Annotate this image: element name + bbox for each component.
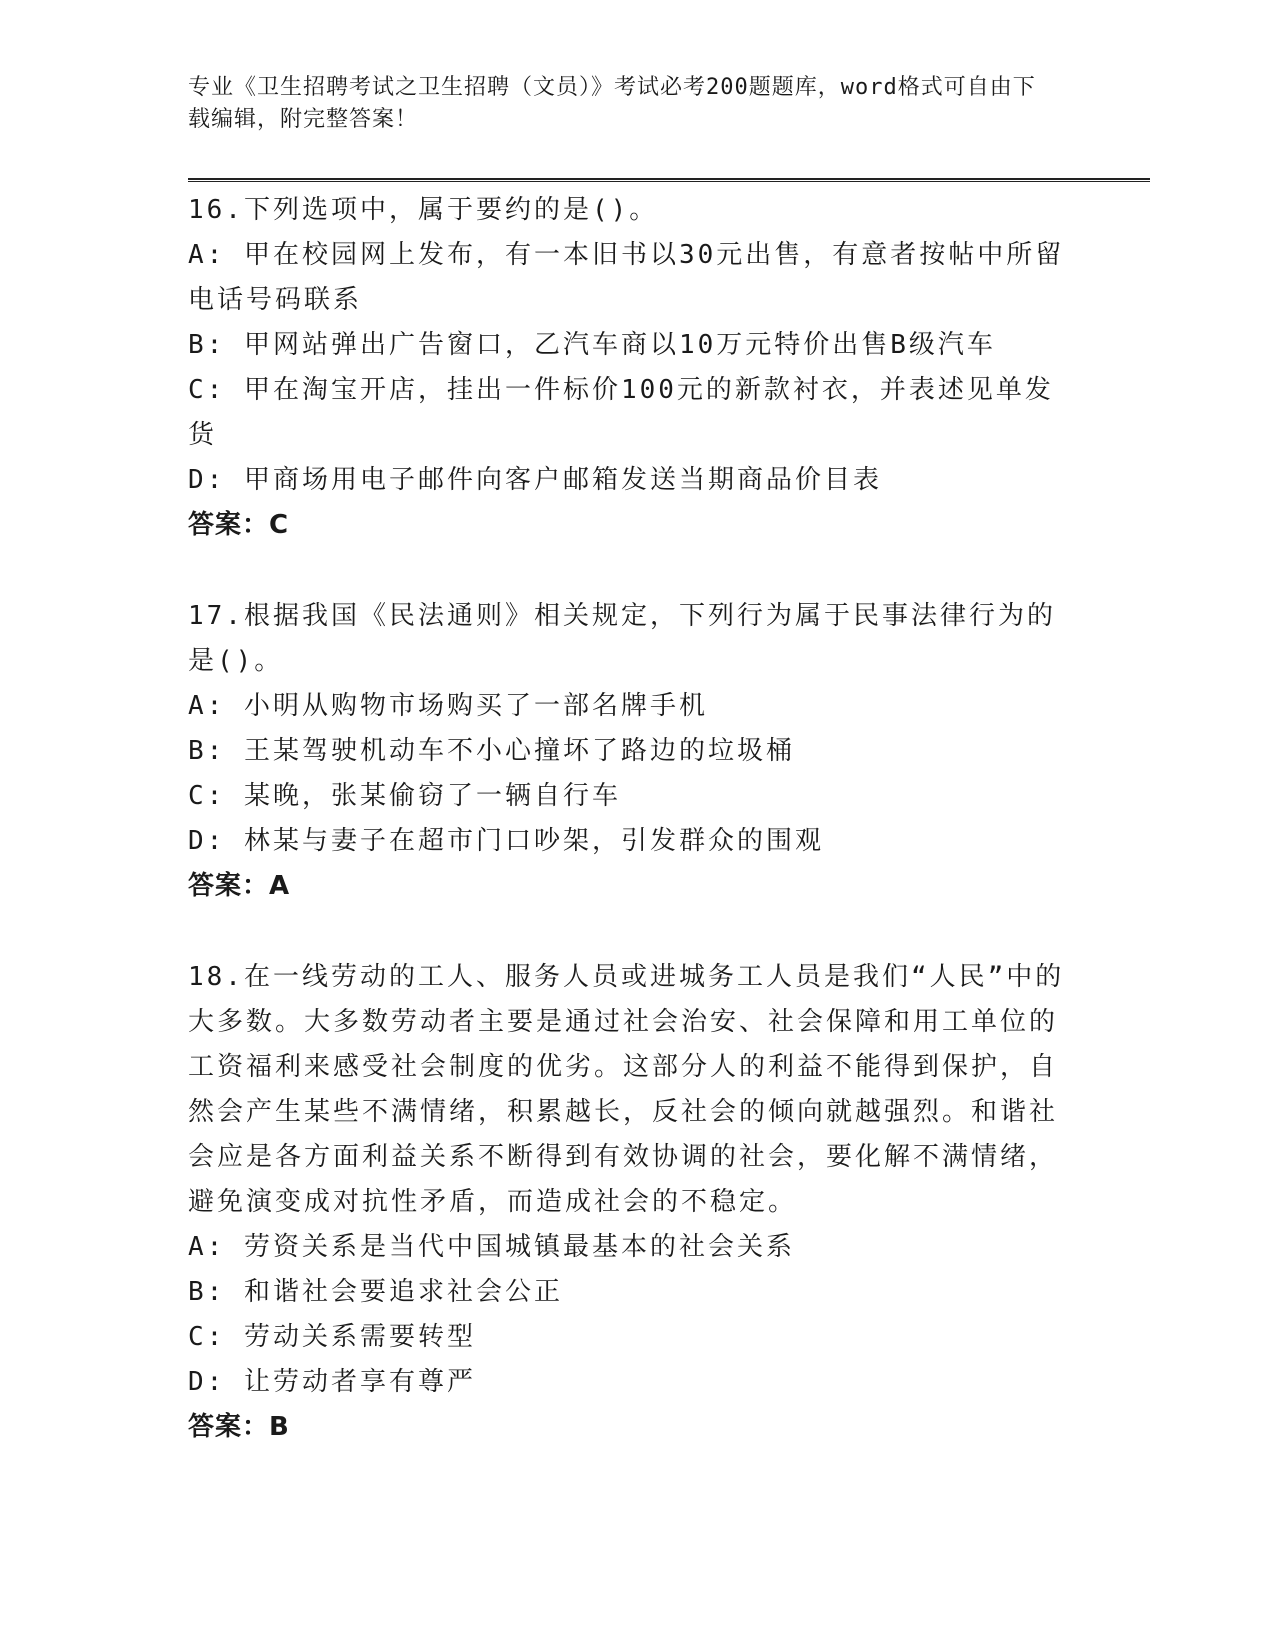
option-b: B: 王某驾驶机动车不小心撞坏了路边的垃圾桶 <box>188 736 795 766</box>
document-header: 专业《卫生招聘考试之卫生招聘（文员）》考试必考200题题库，word格式可自由下载编辑，附完整答案！ <box>188 75 1036 132</box>
header-divider <box>188 178 1150 182</box>
option-d: D: 甲商场用电子邮件向客户邮箱发送当期商品价目表 <box>188 465 882 495</box>
option-d: D: 让劳动者享有尊严 <box>188 1367 476 1397</box>
question-stem: 17.根据我国《民法通则》相关规定，下列行为属于民事法律行为的是()。 <box>188 601 1056 676</box>
option-c: C: 某晚，张某偷窃了一辆自行车 <box>188 781 621 811</box>
question-16 <box>188 188 1068 548</box>
question-stem: 18.在一线劳动的工人、服务人员或进城务工人员是我们“人民”中的大多数。大多数劳动者主要是通过社会治安、社会保障和用工单位的工资福利来感受社会制度的优劣。这部分人的利益不能得到保护，自然会产生某些不满情绪，积累越长，反社会的倾向就越强烈。和谐社会应是各方面利益关系不断得到有效协调的社会，要化解不满情绪，避免演变成对抗性矛盾，而造成社会的不稳定。 <box>188 962 1065 1217</box>
question-17 <box>188 594 1068 909</box>
answer: 答案：B <box>188 1412 290 1442</box>
option-c: C: 劳动关系需要转型 <box>188 1322 476 1352</box>
spacer <box>188 909 1068 955</box>
question-18 <box>188 955 1068 1450</box>
option-b: B: 和谐社会要追求社会公正 <box>188 1277 563 1307</box>
option-b: B: 甲网站弹出广告窗口，乙汽车商以10万元特价出售B级汽车 <box>188 330 996 360</box>
option-a: A: 甲在校园网上发布，有一本旧书以30元出售，有意者按帖中所留电话号码联系 <box>188 240 1065 315</box>
option-a: A: 小明从购物市场购买了一部名牌手机 <box>188 691 708 721</box>
option-a: A: 劳资关系是当代中国城镇最基本的社会关系 <box>188 1232 795 1262</box>
option-d: D: 林某与妻子在超市门口吵架，引发群众的围观 <box>188 826 824 856</box>
option-c: C: 甲在淘宝开店，挂出一件标价100元的新款衬衣，并表述见单发货 <box>188 375 1054 450</box>
answer: 答案：C <box>188 510 290 540</box>
answer: 答案：A <box>188 871 291 901</box>
question-stem: 16.下列选项中，属于要约的是()。 <box>188 195 659 225</box>
question-list <box>188 188 1068 1450</box>
spacer <box>188 548 1068 594</box>
